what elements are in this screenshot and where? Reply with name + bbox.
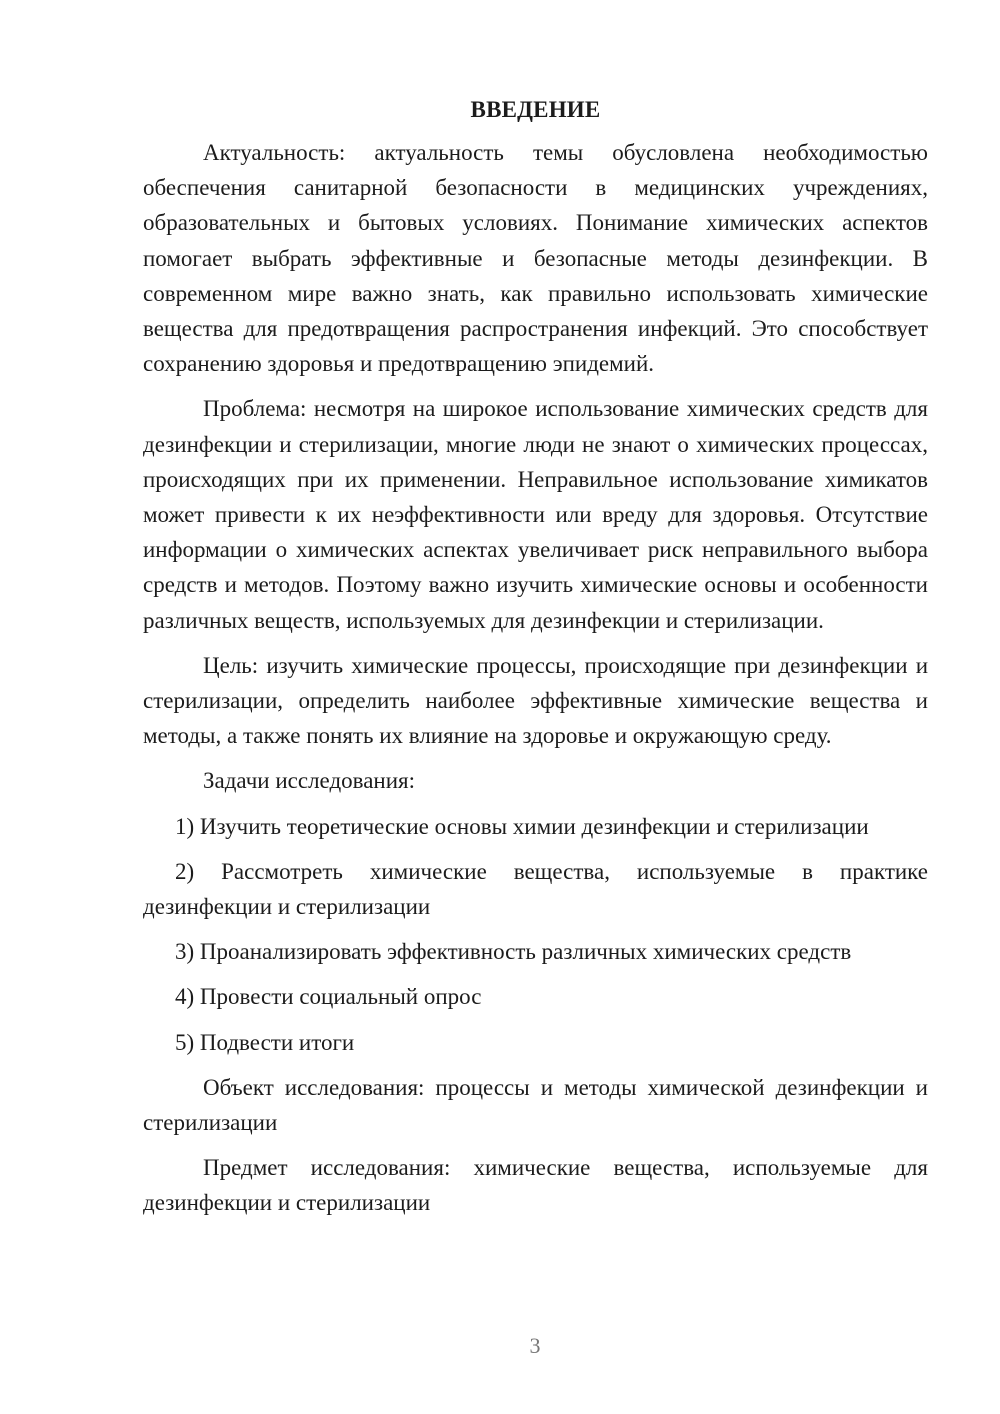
task-item: 2) Рассмотреть химические вещества, используемые в практике дезинфекции и стерилизации [143, 858, 928, 920]
section-title: ВВЕДЕНИЕ [470, 97, 601, 122]
problem-paragraph: Проблема: несмотря на широкое использование химических средств для дезинфекции и стерилизации, многие люди не знают о химических процессах, происходящих при их применении. Неправильное использование химикатов может привести к их неэффективности или вреду для здоровья. Отсутствие информации о химических аспектах увеличивает риск неправильного выбора средств и методов. Поэтому важно изучить химические основы и особенности различных веществ, используемых для дезинфекции и стерилизации. [143, 396, 928, 633]
task-item: 1) Изучить теоретические основы химии дезинфекции и стерилизации [175, 813, 869, 839]
relevance-paragraph: Актуальность: актуальность темы обусловлена необходимостью обеспечения санитарной безопасности в медицинских учреждениях, образовательных и бытовых условиях. Понимание химических аспектов помогает выбрать эффективные и безопасные методы дезинфекции. В современном мире важно знать, как правильно использовать химические вещества для предотвращения распространения инфекций. Это способствует сохранению здоровья и предотвращению эпидемий. [143, 140, 928, 377]
tasks-heading: Задачи исследования: [203, 768, 416, 794]
task-item: 4) Провести социальный опрос [175, 984, 482, 1010]
page-number: 3 [529, 1333, 541, 1358]
task-item: 5) Подвести итоги [175, 1029, 355, 1055]
goal-paragraph: Цель: изучить химические процессы, происходящие при дезинфекции и стерилизации, определить наиболее эффективные химические вещества и методы, а также понять их влияние на здоровье и окружающую среду. [143, 652, 928, 749]
task-item: 3) Проанализировать эффективность различных химических средств [175, 939, 852, 965]
research-subject-paragraph: Предмет исследования: химические вещества, используемые для дезинфекции и стерилизации [143, 1155, 928, 1216]
research-object-paragraph: Объект исследования: процессы и методы химической дезинфекции и стерилизации [143, 1074, 928, 1136]
page-content [143, 93, 928, 1231]
